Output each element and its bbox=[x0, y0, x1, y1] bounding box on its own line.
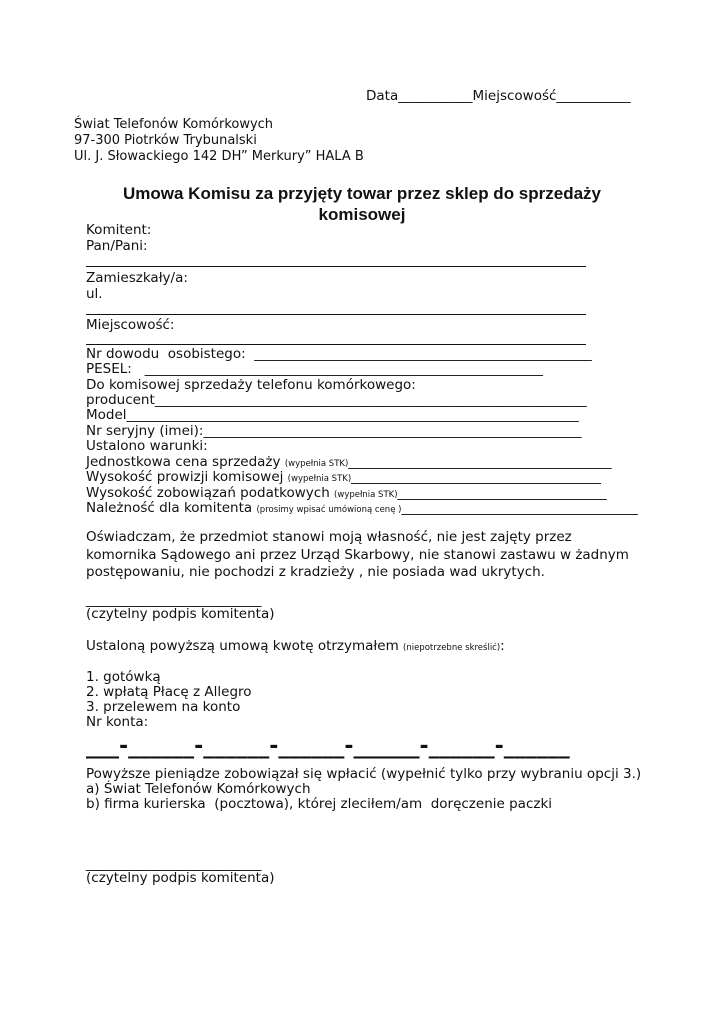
pan-pani-label: Pan/Pani: bbox=[86, 238, 148, 254]
unit-price-line: _______________________________________ bbox=[348, 454, 612, 470]
commission-line: _____________________________________ bbox=[351, 469, 601, 485]
signature-line-2: __________________________ bbox=[86, 856, 262, 872]
signature-label-1: (czytelny podpis komitenta) bbox=[86, 606, 275, 622]
payment-intro-note: (niepotrzebne skreślić) bbox=[403, 643, 501, 653]
tax-obligations-line: _______________________________ bbox=[397, 485, 607, 501]
city-blank-line bbox=[86, 344, 586, 345]
ownership-declaration: Oświadczam, że przedmiot stanowi moją własność, nie jest zajęty przez komornika Sądowego ani przez Urząd Skarbowy, nie stanowi zastawu w żadnym postępowaniu, nie pochodzi z kradzieży , nie posiada wad ukrytych. bbox=[86, 529, 629, 580]
id-number-field: Nr dowodu osobistego: __________________________________________________ bbox=[86, 346, 592, 362]
street-blank-line bbox=[86, 314, 586, 315]
obligation-option-b: b) firma kurierska (pocztowa), której zleciłem/am doręczenie paczki bbox=[86, 796, 553, 812]
payment-intro-colon: : bbox=[500, 638, 505, 654]
payment-option-allegro: 2. wpłatą Płacę z Allegro bbox=[86, 684, 252, 700]
phone-sale-heading: Do komisowej sprzedaży telefonu komórkowego: bbox=[86, 377, 416, 393]
payment-intro bbox=[86, 638, 505, 656]
date-place-line: Data___________Miejscowość___________ bbox=[366, 88, 631, 104]
organization-address: Ul. J. Słowackiego 142 DH” Merkury” HALA B bbox=[74, 149, 364, 164]
street-label: ul. bbox=[86, 286, 103, 302]
payment-option-cash: 1. gotówką bbox=[86, 669, 161, 685]
pesel-field: PESEL: ___________________________________________________________ bbox=[86, 361, 543, 377]
organization-city: 97-300 Piotrków Trybunalski bbox=[74, 133, 257, 148]
serial-imei-field: Nr seryjny (imei):________________________________________________________ bbox=[86, 423, 582, 439]
amount-due-note: (prosimy wpisać umówioną cenę ) bbox=[256, 505, 402, 515]
commission-note: (wypełnia STK) bbox=[287, 474, 352, 484]
zamieszkaly-label: Zamieszkały/a: bbox=[86, 270, 188, 286]
miejscowosc-label: Miejscowość: bbox=[86, 317, 175, 333]
amount-due-line: ___________________________________ bbox=[401, 500, 638, 516]
obligation-option-a: a) Świat Telefonów Komórkowych bbox=[86, 781, 311, 797]
unit-price-note: (wypełnia STK) bbox=[284, 459, 349, 469]
conditions-heading: Ustalono warunki: bbox=[86, 438, 208, 454]
tax-obligations-note: (wypełnia STK) bbox=[334, 490, 398, 500]
unit-price-label: Jednostkowa cena sprzedaży bbox=[86, 454, 285, 470]
organization-name: Świat Telefonów Komórkowych bbox=[74, 117, 274, 132]
account-number-blank: ___-______-______-______-______-______-______ bbox=[86, 734, 570, 759]
account-number-label: Nr konta: bbox=[86, 714, 149, 730]
signature-line-1: __________________________ bbox=[86, 592, 262, 608]
name-blank-line bbox=[86, 266, 586, 267]
payment-option-transfer: 3. przelewem na konto bbox=[86, 699, 241, 715]
tax-obligations-label: Wysokość zobowiązań podatkowych bbox=[86, 485, 335, 501]
amount-due-label: Należność dla komitenta bbox=[86, 500, 257, 516]
payment-intro-text: Ustaloną powyższą umową kwotę otrzymałem bbox=[86, 638, 404, 654]
amount-due-field bbox=[86, 500, 638, 518]
model-field: Model___________________________________________________________________ bbox=[86, 407, 579, 423]
commission-label: Wysokość prowizji komisowej bbox=[86, 469, 288, 485]
document-title: Umowa Komisu za przyjęty towar przez sklep do sprzedaży komisowej bbox=[122, 184, 602, 224]
signature-label-2: (czytelny podpis komitenta) bbox=[86, 870, 275, 886]
producer-field: producent________________________________________________________________ bbox=[86, 392, 587, 408]
komitent-label: Komitent: bbox=[86, 222, 152, 238]
payment-obligation: Powyższe pieniądze zobowiązał się wpłacić (wypełnić tylko przy wybraniu opcji 3.) bbox=[86, 766, 642, 782]
